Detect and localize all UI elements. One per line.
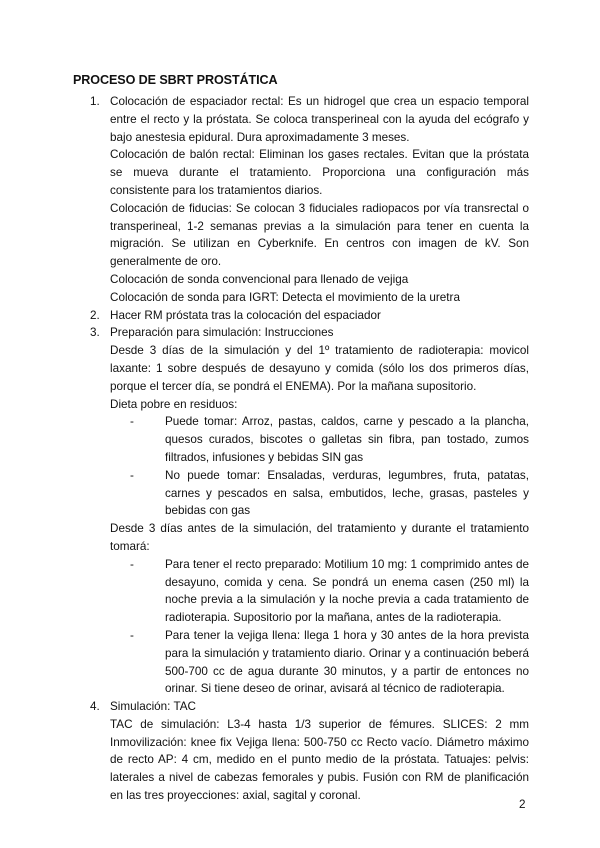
paragraph-sonda-igrt: Colocación de sonda para IGRT: Detecta el movimiento de la uretra	[110, 290, 460, 304]
paragraph-balon: Colocación de balón rectal: Eliminan los gases rectales. Evitan que la próstata se mueva durante el tratamiento. Proporciona una configuración más consistente para los tratamientos diarios.	[110, 148, 529, 197]
document-title: PROCESO DE SBRT PROSTÁTICA	[73, 73, 278, 87]
paragraph-movicol: Desde 3 días de la simulación y del 1º tratamiento de radioterapia: movicol laxante: 1 sobre después de desayuno y comida (sólo los dos primeros días, porque el tercer día, se pondrá el ENEMA). Por la mañana supositorio.	[110, 344, 529, 393]
paragraph-tac: TAC de simulación: L3-4 hasta 1/3 superior de fémures. SLICES: 2 mm Inmovilización: knee fix Vejiga llena: 500-750 cc Recto vacío. Diámetro máximo de recto AP: 4 cm, medido en el punto medio de la próstata. Tatuajes: pelvis: laterales a nivel de cabezas femorales y pubis. Fusión con RM de planificación en las tres proyecciones: axial, sagital y coronal.	[110, 717, 529, 803]
paragraph-fiducias: Colocación de fiducias: Se colocan 3 fiduciales radiopacos por vía transrectal o transperineal, 1-2 semanas previas a la simulación para tener en cuenta la migración. Se utilizan en Cyberknife. En centros con imagen de kV. Son generalmente de oro.	[110, 201, 529, 269]
document-body	[73, 93, 529, 805]
tomara-item-vejiga	[130, 627, 529, 698]
dieta-text: Puede tomar: Arroz, pastas, caldos, carne y pescado a la plancha, quesos curados, biscotes o galletas sin fibra, pan tostado, zumos filtrados, infusiones y bebidas SIN gas	[165, 415, 529, 464]
item-number: 2.	[90, 308, 100, 322]
paragraph-simulacion: Simulación: TAC	[110, 700, 196, 714]
list-item-3	[73, 324, 529, 698]
dash-bullet: -	[130, 415, 134, 429]
item-number: 4.	[90, 700, 100, 714]
tomara-text: Para tener la vejiga llena: llega 1 hora y 30 antes de la hora prevista para la simulación y tratamiento diario. Orinar y a continuación beberá 500-700 cc de agua durante 30 minutos, y a partir de entonces no orinar. Si tiene deseo de orinar, avisará al técnico de radioterapia.	[165, 628, 529, 696]
dieta-heading: Dieta pobre en residuos:	[110, 397, 238, 411]
dieta-item-no-puede	[130, 467, 529, 520]
tomara-heading: Desde 3 días antes de la simulación, del tratamiento y durante el tratamiento tomará:	[110, 522, 529, 553]
item-number: 3.	[90, 326, 100, 340]
list-item-4	[73, 698, 529, 805]
item-number: 1.	[90, 95, 100, 108]
dieta-item-puede	[130, 413, 529, 466]
paragraph-espaciador: Colocación de espaciador rectal: Es un hidrogel que crea un espacio temporal entre el recto y la próstata. Se coloca transperineal con la ayuda del ecógrafo y bajo anestesia epidural. Dura aproximadamente 3 meses.	[110, 95, 529, 144]
dash-bullet: -	[130, 557, 134, 571]
dash-bullet: -	[130, 468, 134, 482]
list-item-1	[73, 93, 529, 307]
dieta-text: No puede tomar: Ensaladas, verduras, legumbres, fruta, patatas, carnes y pescados en salsa, embutidos, leche, grasas, pasteles y bebidas con gas	[165, 468, 529, 518]
page-number: 2	[519, 798, 526, 811]
tomara-text: Para tener el recto preparado: Motilium 10 mg: 1 comprimido antes de desayuno, comida y cena. Se pondrá un enema casen (250 ml) la noche previa a la simulación y la noche previa a cada tratamiento de radioterapia. Supositorio por la mañana, antes de la radioterapia.	[165, 557, 529, 625]
paragraph-preparacion: Preparación para simulación: Instrucciones	[110, 326, 334, 340]
paragraph-sonda-convencional: Colocación de sonda convencional para llenado de vejiga	[110, 272, 409, 286]
list-item-2	[73, 307, 529, 325]
paragraph-rm: Hacer RM próstata tras la colocación del espaciador	[110, 308, 381, 322]
tomara-item-recto	[130, 556, 529, 627]
dash-bullet: -	[130, 628, 134, 642]
